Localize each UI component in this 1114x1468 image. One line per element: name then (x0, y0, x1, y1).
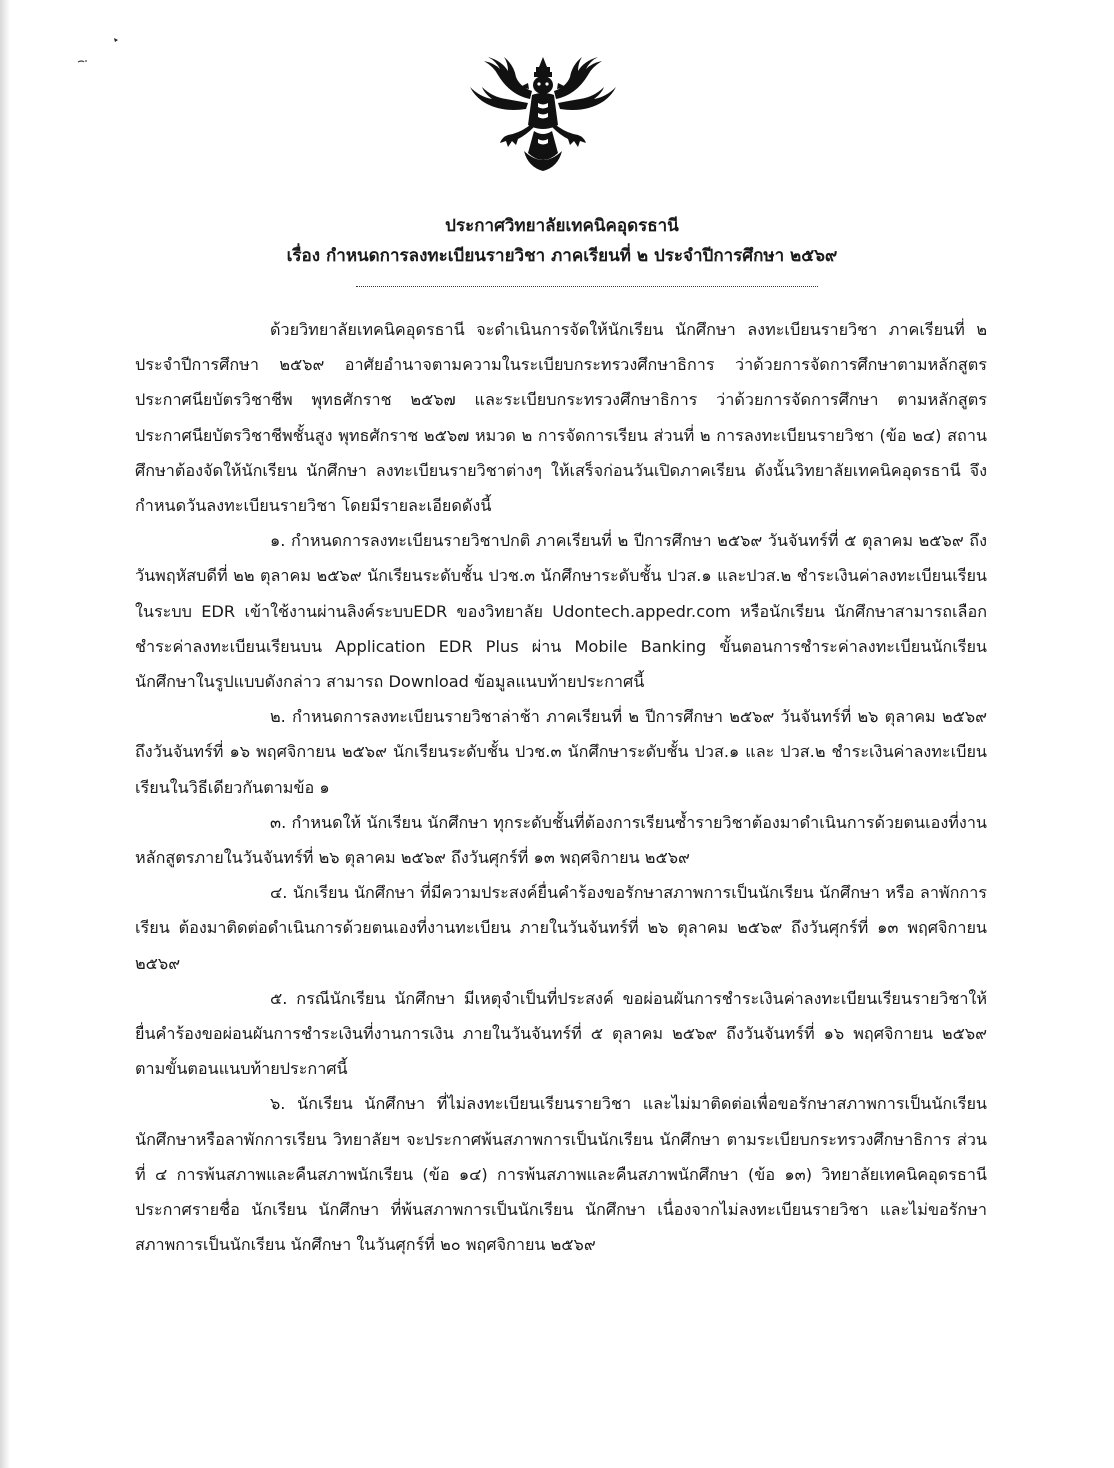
garuda-emblem-icon (468, 55, 618, 175)
item-6-paragraph: ๖. นักเรียน นักศึกษา ที่ไม่ลงทะเบียนเรียนรายวิชา และไม่มาติดต่อเพื่อขอรักษาสภาพการเป็นนักเรียน นักศึกษาหรือลาพักการเรียน วิทยาลัยฯ จะประกาศพ้นสภาพการเป็นนักเรียน นักศึกษา ตามระเบียบกระทรวงศึกษาธิการ ส่วนที่ ๔ การพ้นสภาพและคืนสภาพนักเรียน (ข้อ ๑๔) การพ้นสภาพและคืนสภาพนักศึกษา (ข้อ ๑๓) วิทยาลัยเทคนิคอุดรธานี ประกาศรายชื่อ นักเรียน นักศึกษา ที่พ้นสภาพการเป็นนักเรียน นักศึกษา เนื่องจากไม่ลงทะเบียนรายวิชา และไม่ขอรักษาสภาพการเป็นนักเรียน นักศึกษา ในวันศุกร์ที่ ๒๐ พฤศจิกายน ๒๕๖๙ (135, 1094, 987, 1255)
document-body (135, 312, 987, 1262)
intro-paragraph: ด้วยวิทยาลัยเทคนิคอุดรธานี จะดำเนินการจัดให้นักเรียน นักศึกษา ลงทะเบียนรายวิชา ภาคเรียนที่ ๒ ประจำปีการศึกษา ๒๕๖๙ อาศัยอำนาจตามความในระเบียบกระทรวงศึกษาธิการ ว่าด้วยการจัดการศึกษาตามหลักสูตรประกาศนียบัตรวิชาชีพ พุทธศักราช ๒๕๖๗ และระเบียบกระทรวงศึกษาธิการ ว่าด้วยการจัดการศึกษา ตามหลักสูตรประกาศนียบัตรวิชาชีพชั้นสูง พุทธศักราช ๒๕๖๗ หมวด ๒ การจัดการเรียน ส่วนที่ ๒ การลงทะเบียนรายวิชา (ข้อ ๒๔) สถานศึกษาต้องจัดให้นักเรียน นักศึกษา ลงทะเบียนรายวิชาต่างๆ ให้เสร็จก่อนวันเปิดภาคเรียน ดังนั้นวิทยาลัยเทคนิคอุดรธานี จึงกำหนดวันลงทะเบียนรายวิชา โดยมีรายละเอียดดังนี้ (135, 320, 987, 516)
item-4-paragraph: ๔. นักเรียน นักศึกษา ที่มีความประสงค์ยื่นคำร้องขอรักษาสภาพการเป็นนักเรียน นักศึกษา หรือ ลาพักการเรียน ต้องมาติดต่อดำเนินการด้วยตนเองที่งานทะเบียน ภายในวันจันทร์ที่ ๒๖ ตุลาคม ๒๕๖๙ ถึงวันศุกร์ที่ ๑๓ พฤศจิกายน ๒๕๖๙ (135, 883, 987, 973)
separator-line (356, 286, 818, 287)
item-2-paragraph: ๒. กำหนดการลงทะเบียนรายวิชาล่าช้า ภาคเรียนที่ ๒ ปีการศึกษา ๒๕๖๙ วันจันทร์ที่ ๒๖ ตุลาคม ๒๕๖๙ ถึงวันจันทร์ที่ ๑๖ พฤศจิกายน ๒๕๖๙ นักเรียนระดับชั้น ปวช.๓ นักศึกษาระดับชั้น ปวส.๑ และ ปวส.๒ ชำระเงินค่าลงทะเบียนเรียนในวิธีเดียวกันตามข้อ ๑ (135, 707, 987, 797)
scan-speck-marks (70, 30, 130, 70)
document-subject: เรื่อง กำหนดการลงทะเบียนรายวิชา ภาคเรียนที่ ๒ ประจำปีการศึกษา ๒๕๖๙ (286, 246, 838, 266)
item-3-paragraph: ๓. กำหนดให้ นักเรียน นักศึกษา ทุกระดับชั้นที่ต้องการเรียนซ้ำรายวิชาต้องมาดำเนินการด้วยตนเองที่งานหลักสูตรภายในวันจันทร์ที่ ๒๖ ตุลาคม ๒๕๖๙ ถึงวันศุกร์ที่ ๑๓ พฤศจิกายน ๒๕๖๙ (135, 812, 987, 868)
item-5-paragraph: ๕. กรณีนักเรียน นักศึกษา มีเหตุจำเป็นที่ประสงค์ ขอผ่อนผันการชำระเงินค่าลงทะเบียนเรียนรายวิชาให้ยื่นคำร้องขอผ่อนผันการชำระเงินที่งานการเงิน ภายในวันจันทร์ที่ ๕ ตุลาคม ๒๕๖๙ ถึงวันจันทร์ที่ ๑๖ พฤศจิกายน ๒๕๖๙ ตามขั้นตอนแนบท้ายประกาศนี้ (135, 988, 987, 1079)
document-title: ประกาศวิทยาลัยเทคนิคอุดรธานี (445, 216, 679, 236)
item-1-paragraph: ๑. กำหนดการลงทะเบียนรายวิชาปกติ ภาคเรียนที่ ๒ ปีการศึกษา ๒๕๖๙ วันจันทร์ที่ ๕ ตุลาคม ๒๕๖๙ ถึงวันพฤหัสบดีที่ ๒๒ ตุลาคม ๒๕๖๙ นักเรียนระดับชั้น ปวช.๓ นักศึกษาระดับชั้น ปวส.๑ และปวส.๒ ชำระเงินค่าลงทะเบียนเรียนในระบบ EDR เข้าใช้งานผ่านลิงค์ระบบEDR ของวิทยาลัย Udontech.appedr.com หรือนักเรียน นักศึกษาสามารถเลือกชำระค่าลงทะเบียนเรียนบน Application EDR Plus ผ่าน Mobile Banking ขั้นตอนการชำระค่าลงทะเบียนนักเรียน นักศึกษาในรูปแบบดังกล่าว สามารถ Download ข้อมูลแนบท้ายประกาศนี้ (135, 531, 987, 692)
scan-edge-shadow (0, 0, 10, 1468)
